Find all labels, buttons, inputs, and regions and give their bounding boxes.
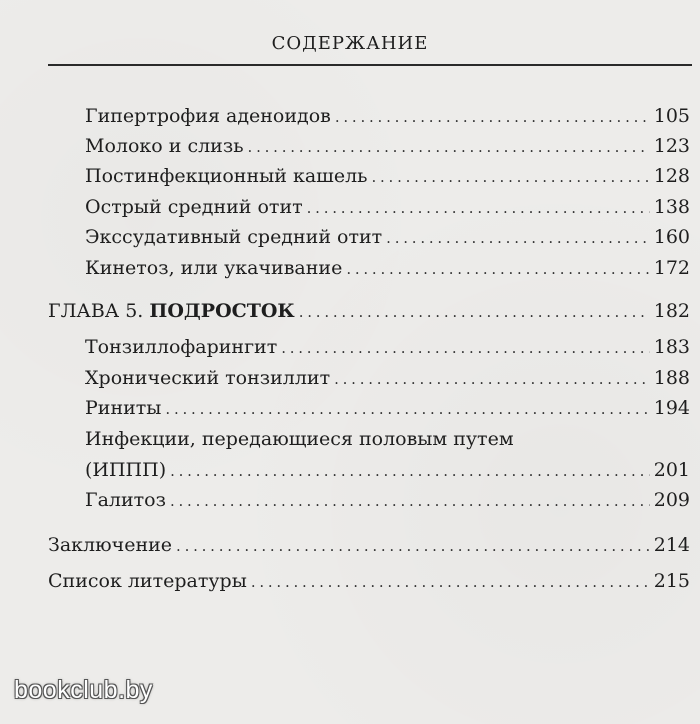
chapter-title: ПОДРОСТОК [149, 300, 295, 322]
dot-leader [176, 531, 650, 561]
toc-entry-label: Тонзиллофарингит [85, 336, 278, 358]
toc-page-number: 138 [653, 196, 690, 218]
toc-entry-hypertrophy [85, 101, 690, 131]
dot-leader [335, 102, 650, 132]
dot-leader [251, 567, 650, 597]
dot-leader [248, 132, 650, 162]
toc-page-number: 209 [653, 489, 690, 511]
page-title: СОДЕРЖАНИЕ [271, 33, 429, 54]
toc-entry-sti-line1: Инфекции, передающиеся половым путем [85, 428, 514, 450]
dot-leader [346, 254, 649, 284]
dot-leader [165, 394, 649, 424]
dot-leader [371, 162, 649, 192]
toc-entry-label: Постинфекционный кашель [85, 165, 368, 187]
toc-page-number: 215 [653, 570, 690, 592]
dot-leader [307, 193, 650, 223]
toc-entry-label: Молоко и слизь [85, 135, 244, 157]
toc-page-number: 182 [653, 300, 690, 322]
chapter-prefix: ГЛАВА 5. [48, 300, 150, 322]
toc-entry-label: (ИППП) [85, 459, 167, 481]
toc-entry-label: Хронический тонзиллит [85, 367, 331, 389]
toc-entry-label: Список литературы [48, 570, 247, 592]
toc-entry-label: Острый средний отит [85, 196, 303, 218]
toc-page-number: 194 [653, 397, 690, 419]
dot-leader [170, 456, 650, 486]
toc-page-number: 160 [653, 226, 690, 248]
toc-entry-label: Гипертрофия аденоидов [85, 105, 331, 127]
toc-entry-halitosis [85, 485, 690, 515]
toc-entry-label: Заключение [48, 534, 173, 556]
toc-entry-tonsillitis [85, 363, 690, 393]
toc-entry-conclusion [48, 530, 690, 560]
toc-page-number: 105 [653, 105, 690, 127]
toc-entry-label: Экссудативный средний отит [85, 226, 383, 248]
dot-leader [281, 333, 650, 363]
toc-entry-milk [85, 131, 690, 161]
toc-entry-cough [85, 161, 690, 191]
toc-entry-otitis-acute [85, 192, 690, 222]
toc-entry-tonsillopharyngitis [85, 332, 690, 362]
toc-page-number: 188 [653, 367, 690, 389]
toc-entry-label: Кинетоз, или укачивание [85, 257, 343, 279]
dot-leader [334, 364, 650, 394]
toc-entry-references [48, 566, 690, 596]
toc-page-number: 201 [653, 459, 690, 481]
toc-page-number: 183 [653, 336, 690, 358]
toc-page-number: 172 [653, 257, 690, 279]
header-divider [48, 64, 692, 66]
toc-page-number: 214 [653, 534, 690, 556]
dot-leader [170, 486, 650, 516]
toc-entry-otitis-exudative [85, 222, 690, 252]
toc-entry-label: Риниты [85, 397, 162, 419]
dot-leader [386, 223, 650, 253]
toc-entry-sti [85, 455, 690, 485]
toc-entry-label: Галитоз [85, 489, 166, 511]
dot-leader [299, 297, 650, 327]
toc-entry-kinetosis [85, 253, 690, 283]
toc-page-number: 128 [653, 165, 690, 187]
site-watermark: bookclub.by [14, 676, 153, 704]
toc-page-number: 123 [653, 135, 690, 157]
toc-chapter-label [48, 296, 295, 326]
toc-chapter-5 [48, 296, 690, 326]
toc-entry-rhinitis [85, 393, 690, 423]
